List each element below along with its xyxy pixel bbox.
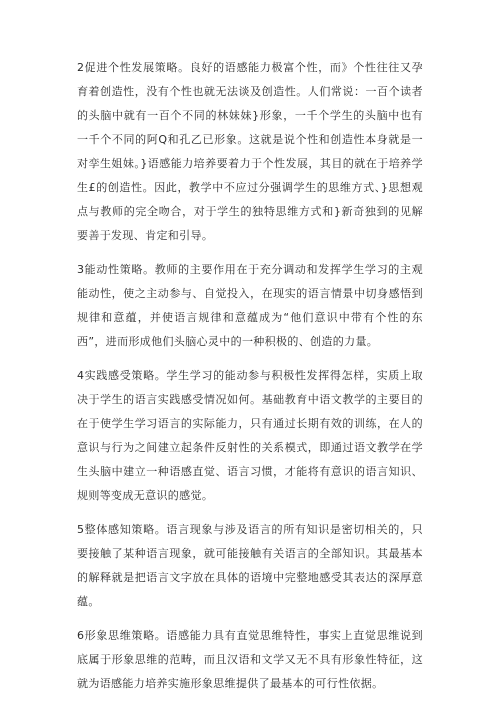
paragraph-initiative-strategy: 3能动性策略。教师的主要作用在于充分调动和发挥学生学习的主观能动性，使之主动参与、自觉投入，在现实的语言情景中切身感悟到规律和意蕴，并使语言规律和意蕴成为“他们意识中带有个性的东西”，进而形成他们头脑心灵中的一种积极的、创造的力量。 [77, 263, 423, 348]
paragraph-imagery-strategy: 6形象思维策略。语感能力具有直觉思维特性，事实上直觉思维说到底属于形象思维的范畴，而且汉语和文学又无不具有形象性特征，这就为语感能力培养实施形象思维提供了最基本的可行性依据。 [77, 629, 423, 690]
paragraph-holistic-strategy: 5整体感知策略。语言现象与涉及语言的所有知识是密切相关的，只要接触了某种语言现象，就可能接触有关语言的全部知识。其最基本的解释就是把语言文字放在具体的语境中完整地感受其表达的深厚意蕴。 [77, 523, 423, 608]
paragraph-practice-strategy: 4实践感受策略。学生学习的能动参与积极性发挥得怎样，实质上取决于学生的语言实践感受情况如何。基础教育中语文教学的主要目的在于使学生学习语言的实际能力，只有通过长期有效的训练，在人的意识与行为之间建立起条件反射性的关系模式，即通过语文教学在学生头脑中建立一种语感直觉、语言习惯，才能将有意识的语言知识、规则等变成无意识的感觉。 [77, 369, 423, 502]
paragraph-individuality-strategy: 2促进个性发展策略。良好的语感能力极富个性，而》个性往往又孕育着创造性，没有个性也就无法谈及创造性。人们常说：一百个读者的头脑中就有一百个不同的林妹妹}形象，一千个学生的头脑中也有一千个不同的阿Q和孔乙已形象。这就是说个性和创造性本身就是一对孪生姐妹。}语感能力培养要着力于个性发展，其目的就在于培养学生£的创造性。因此，教学中不应过分强调学生的思维方式、}思想观点与教师的完全吻合，对于学生的独特思维方式和}新奇独到的见解要善于发现、肯定和引导。 [77, 61, 423, 242]
document-body [77, 56, 423, 706]
